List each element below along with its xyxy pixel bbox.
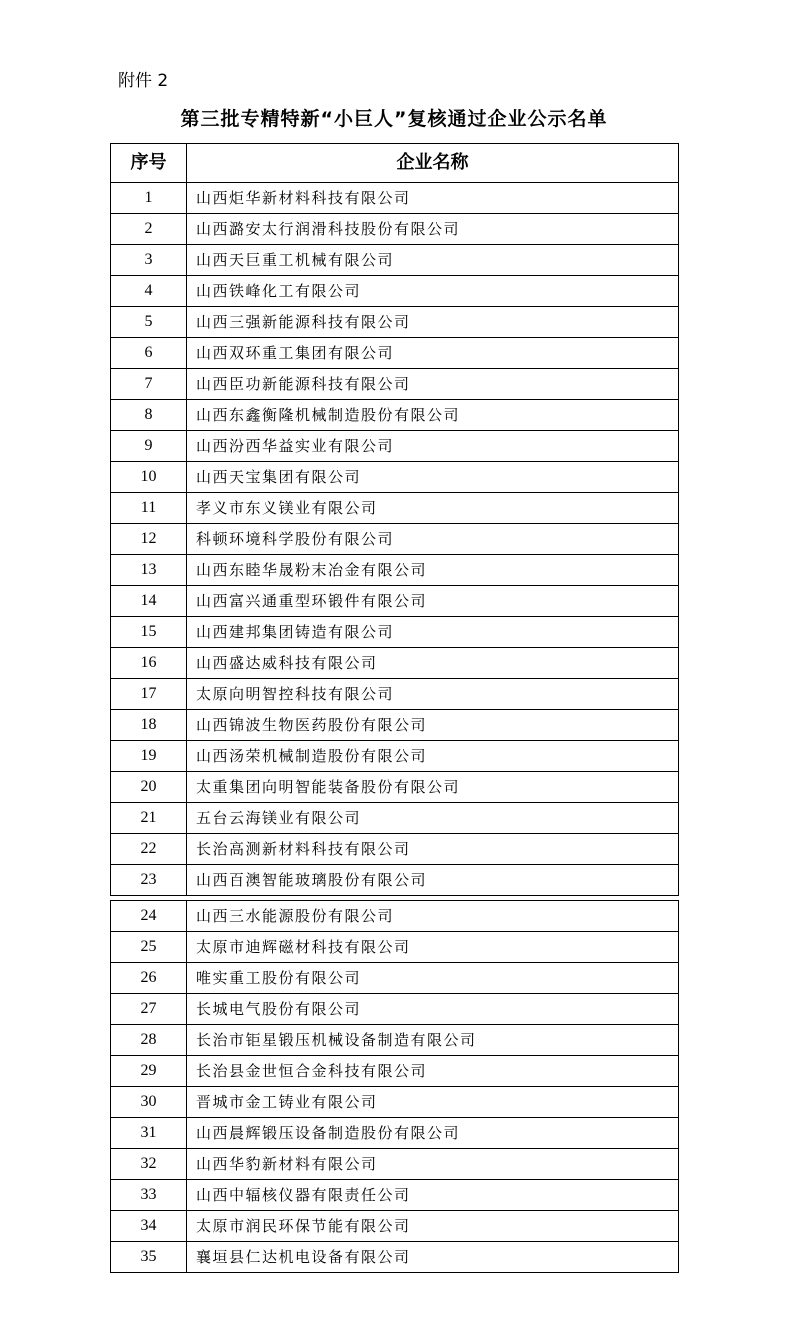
company-name-cell: 山西天宝集团有限公司 — [187, 462, 679, 493]
serial-number-cell: 1 — [111, 183, 187, 214]
table-row — [111, 963, 679, 994]
serial-number-cell: 35 — [111, 1242, 187, 1273]
table-row — [111, 617, 679, 648]
serial-number-cell: 33 — [111, 1180, 187, 1211]
table-row — [111, 307, 679, 338]
serial-number-cell: 29 — [111, 1056, 187, 1087]
company-name-cell: 山西铁峰化工有限公司 — [187, 276, 679, 307]
serial-number-cell: 20 — [111, 772, 187, 803]
table-row — [111, 524, 679, 555]
table-row — [111, 493, 679, 524]
company-name-cell: 长城电气股份有限公司 — [187, 994, 679, 1025]
serial-number-cell: 22 — [111, 834, 187, 865]
table-row — [111, 369, 679, 400]
company-name-cell: 山西中辐核仪器有限责任公司 — [187, 1180, 679, 1211]
table-row — [111, 183, 679, 214]
serial-number-cell: 8 — [111, 400, 187, 431]
serial-number-cell: 25 — [111, 932, 187, 963]
table-row — [111, 1180, 679, 1211]
company-name-cell: 科顿环境科学股份有限公司 — [187, 524, 679, 555]
document-title: 第三批专精特新“小巨人”复核通过企业公示名单 — [180, 108, 608, 130]
serial-number-cell: 10 — [111, 462, 187, 493]
serial-number-cell: 30 — [111, 1087, 187, 1118]
serial-number-cell: 3 — [111, 245, 187, 276]
table-row — [111, 901, 679, 932]
table-row — [111, 803, 679, 834]
company-name-cell: 山西汾西华益实业有限公司 — [187, 431, 679, 462]
table-header-row — [111, 144, 679, 183]
company-name-cell: 山西锦波生物医药股份有限公司 — [187, 710, 679, 741]
table-row — [111, 1149, 679, 1180]
serial-number-cell: 28 — [111, 1025, 187, 1056]
serial-number-cell: 21 — [111, 803, 187, 834]
company-name-cell: 长治市钜星锻压机械设备制造有限公司 — [187, 1025, 679, 1056]
serial-number-cell: 23 — [111, 865, 187, 896]
table-row — [111, 932, 679, 963]
company-name-cell: 山西汤荣机械制造股份有限公司 — [187, 741, 679, 772]
table-row — [111, 648, 679, 679]
table-row — [111, 214, 679, 245]
company-name-cell: 山西东睦华晟粉末冶金有限公司 — [187, 555, 679, 586]
serial-number-cell: 34 — [111, 1211, 187, 1242]
serial-number-cell: 12 — [111, 524, 187, 555]
table-row — [111, 834, 679, 865]
table-row — [111, 1242, 679, 1273]
table-row — [111, 338, 679, 369]
serial-number-cell: 5 — [111, 307, 187, 338]
serial-number-cell: 4 — [111, 276, 187, 307]
table-row — [111, 1056, 679, 1087]
table-row — [111, 994, 679, 1025]
company-table-part-2 — [110, 900, 679, 1273]
table-row — [111, 772, 679, 803]
company-name-cell: 五台云海镁业有限公司 — [187, 803, 679, 834]
serial-number-cell: 15 — [111, 617, 187, 648]
company-name-cell: 山西建邦集团铸造有限公司 — [187, 617, 679, 648]
table-row — [111, 555, 679, 586]
company-table-part-1 — [110, 143, 679, 896]
company-name-cell: 唯实重工股份有限公司 — [187, 963, 679, 994]
table-row — [111, 741, 679, 772]
serial-number-cell: 14 — [111, 586, 187, 617]
serial-number-cell: 6 — [111, 338, 187, 369]
table-row — [111, 462, 679, 493]
table-row — [111, 245, 679, 276]
company-name-cell: 山西盛达威科技有限公司 — [187, 648, 679, 679]
company-name-cell: 长治高测新材料科技有限公司 — [187, 834, 679, 865]
company-name-cell: 孝义市东义镁业有限公司 — [187, 493, 679, 524]
company-name-cell: 山西天巨重工机械有限公司 — [187, 245, 679, 276]
company-name-cell: 山西三水能源股份有限公司 — [187, 901, 679, 932]
serial-number-cell: 32 — [111, 1149, 187, 1180]
company-name-cell: 太原市润民环保节能有限公司 — [187, 1211, 679, 1242]
table-row — [111, 679, 679, 710]
company-name-cell: 太原向明智控科技有限公司 — [187, 679, 679, 710]
table-row — [111, 586, 679, 617]
serial-number-cell: 2 — [111, 214, 187, 245]
company-name-cell: 山西华豹新材料有限公司 — [187, 1149, 679, 1180]
table-row — [111, 400, 679, 431]
serial-number-cell: 16 — [111, 648, 187, 679]
serial-number-cell: 11 — [111, 493, 187, 524]
header-company-name: 企业名称 — [187, 144, 679, 183]
table-row — [111, 1025, 679, 1056]
table-row — [111, 710, 679, 741]
serial-number-cell: 31 — [111, 1118, 187, 1149]
serial-number-cell: 17 — [111, 679, 187, 710]
company-name-cell: 山西富兴通重型环锻件有限公司 — [187, 586, 679, 617]
company-name-cell: 襄垣县仁达机电设备有限公司 — [187, 1242, 679, 1273]
table-row — [111, 1087, 679, 1118]
company-name-cell: 长治县金世恒合金科技有限公司 — [187, 1056, 679, 1087]
company-name-cell: 太重集团向明智能装备股份有限公司 — [187, 772, 679, 803]
serial-number-cell: 19 — [111, 741, 187, 772]
table-row — [111, 431, 679, 462]
table-row — [111, 865, 679, 896]
serial-number-cell: 24 — [111, 901, 187, 932]
company-name-cell: 山西晨辉锻压设备制造股份有限公司 — [187, 1118, 679, 1149]
header-serial-number: 序号 — [111, 144, 187, 183]
company-name-cell: 山西潞安太行润滑科技股份有限公司 — [187, 214, 679, 245]
company-name-cell: 山西炬华新材料科技有限公司 — [187, 183, 679, 214]
serial-number-cell: 27 — [111, 994, 187, 1025]
company-name-cell: 山西百澳智能玻璃股份有限公司 — [187, 865, 679, 896]
serial-number-cell: 9 — [111, 431, 187, 462]
serial-number-cell: 18 — [111, 710, 187, 741]
attachment-label: 附件 2 — [118, 71, 169, 91]
company-name-cell: 山西三强新能源科技有限公司 — [187, 307, 679, 338]
company-name-cell: 太原市迪辉磁材科技有限公司 — [187, 932, 679, 963]
table-row — [111, 276, 679, 307]
company-name-cell: 晋城市金工铸业有限公司 — [187, 1087, 679, 1118]
serial-number-cell: 26 — [111, 963, 187, 994]
serial-number-cell: 13 — [111, 555, 187, 586]
table-row — [111, 1211, 679, 1242]
table-row — [111, 1118, 679, 1149]
company-name-cell: 山西臣功新能源科技有限公司 — [187, 369, 679, 400]
company-name-cell: 山西双环重工集团有限公司 — [187, 338, 679, 369]
serial-number-cell: 7 — [111, 369, 187, 400]
company-name-cell: 山西东鑫衡隆机械制造股份有限公司 — [187, 400, 679, 431]
